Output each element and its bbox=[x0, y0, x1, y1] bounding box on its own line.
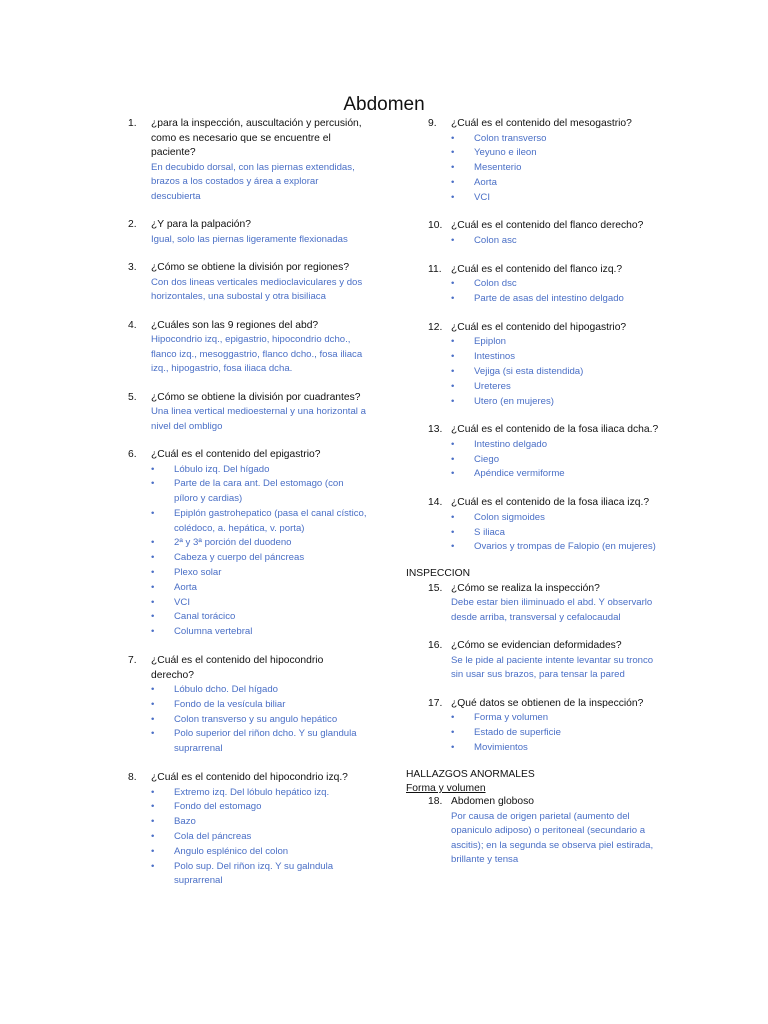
question-item bbox=[128, 448, 368, 640]
question-item bbox=[128, 391, 368, 435]
list-item: • Fondo de la vesícula biliar bbox=[151, 698, 368, 713]
list-item: • Parte de la cara ant. Del estomago (con píloro y cardias) bbox=[151, 477, 368, 507]
answer-text: Hipocondrio izq., epigastrio, hipocondrio dcho., flanco izq., mesoggastrio, flanco dcho., fosa iliaca izq., hipogastrio, fosa iliaca dcha. bbox=[151, 334, 363, 374]
bullet-list bbox=[151, 463, 368, 641]
question-number: 15. bbox=[428, 582, 443, 594]
question-text: ¿Cuál es el contenido del hipocondrio izq.? bbox=[151, 772, 348, 784]
list-item: • Lóbulo izq. Del hígado bbox=[151, 463, 368, 478]
list-item: • Movimientos bbox=[451, 741, 668, 756]
question-text: ¿Cuál es el contenido de la fosa iliaca dcha.? bbox=[451, 424, 659, 436]
question-item bbox=[428, 117, 668, 205]
list-item: • Columna vertebral bbox=[151, 625, 368, 640]
list-item: • Colon dsc bbox=[451, 277, 668, 292]
list-item: • Ciego bbox=[451, 453, 668, 468]
question-number: 16. bbox=[428, 640, 443, 652]
question-number: 11. bbox=[428, 263, 442, 275]
subsection-heading: Forma y volumen bbox=[406, 783, 486, 795]
list-item: • Colon sigmoides bbox=[451, 511, 668, 526]
answer-text: En decubido dorsal, con las piernas extendidas, brazos a los costados y área a explorar descubierta bbox=[151, 161, 355, 202]
question-text: ¿Cómo se evidencian deformidades? bbox=[451, 640, 622, 652]
question-number: 2. bbox=[128, 219, 137, 230]
list-item: • Bazo bbox=[151, 815, 368, 830]
question-text: ¿Y para la palpación? bbox=[151, 219, 251, 230]
list-item: • VCI bbox=[151, 596, 368, 611]
answer-text: Con dos lineas verticales medioclaviculares y dos horizontales, una subostal y otra bisiliaca bbox=[151, 276, 363, 302]
question-item bbox=[128, 654, 368, 757]
question-item bbox=[428, 697, 668, 756]
list-item: • Ureteres bbox=[451, 380, 668, 395]
question-number: 3. bbox=[128, 262, 137, 273]
question-number: 17. bbox=[428, 697, 443, 709]
list-item: • Parte de asas del intestino delgado bbox=[451, 292, 668, 307]
list-item: • Epiplon bbox=[451, 335, 668, 350]
question-item bbox=[128, 319, 368, 377]
list-item: • Fondo del estomago bbox=[151, 800, 368, 815]
list-item: • 2ª y 3ª porción del duodeno bbox=[151, 536, 368, 551]
list-item: • Forma y volumen bbox=[451, 711, 668, 726]
list-item: • S iliaca bbox=[451, 526, 668, 541]
question-number: 4. bbox=[128, 319, 137, 331]
list-item: • Aorta bbox=[151, 581, 368, 596]
question-text: ¿Cuál es el contenido del mesogastrio? bbox=[451, 118, 632, 129]
list-item: • Utero (en mujeres) bbox=[451, 395, 668, 410]
list-item: • Polo superior del riñon dcho. Y su glandula suprarrenal bbox=[151, 727, 368, 757]
question-item bbox=[428, 219, 668, 248]
question-item bbox=[428, 263, 668, 307]
bullet-list bbox=[451, 438, 668, 482]
bullet-list bbox=[451, 277, 668, 307]
question-text: Abdomen globoso bbox=[451, 796, 535, 808]
list-item: • Intestinos bbox=[451, 350, 668, 365]
question-number: 8. bbox=[128, 772, 137, 784]
list-item: • Colon asc bbox=[451, 234, 668, 249]
list-item: • Aorta bbox=[451, 176, 668, 191]
list-item: • Ovarios y trompas de Falopio (en mujeres) bbox=[451, 540, 668, 555]
list-item: • VCI bbox=[451, 191, 668, 206]
bullet-list bbox=[451, 711, 668, 755]
list-item: • Mesenterio bbox=[451, 161, 668, 176]
bullet-list bbox=[451, 132, 668, 206]
question-text: ¿para la inspección, auscultación y percusión, como es necesario que se encuentre el paciente? bbox=[151, 118, 362, 158]
question-number: 9. bbox=[428, 118, 437, 129]
list-item: • Yeyuno e ileon bbox=[451, 146, 668, 161]
question-text: ¿Qué datos se obtienen de la inspección? bbox=[451, 697, 644, 709]
question-text: ¿Cuál es el contenido del hipogastrio? bbox=[451, 321, 627, 333]
question-number: 10. bbox=[428, 220, 443, 232]
bullet-list bbox=[151, 683, 368, 757]
answer-text: Se le pide al paciente intente levantar su tronco sin usar sus brazos, para tensar la pared bbox=[451, 654, 654, 681]
question-item bbox=[428, 496, 668, 555]
right-column bbox=[406, 117, 668, 882]
question-item bbox=[128, 117, 368, 204]
bullet-list bbox=[451, 511, 668, 555]
list-item: • Extremo izq. Del lóbulo hepático izq. bbox=[151, 786, 368, 801]
question-text: ¿Cuál es el contenido del epigastrio? bbox=[151, 449, 321, 460]
question-number: 12. bbox=[428, 321, 443, 333]
question-text: ¿Cuál es el contenido del hipocondrio derecho? bbox=[151, 655, 324, 681]
question-item bbox=[428, 639, 668, 683]
answer-text: Igual, solo las piernas ligeramente flexionadas bbox=[151, 233, 348, 245]
question-text: ¿Cuál es el contenido del flanco izq.? bbox=[451, 263, 623, 275]
question-number: 13. bbox=[428, 424, 443, 436]
question-text: ¿Cómo se obtiene la división por regiones? bbox=[151, 262, 350, 273]
question-number: 6. bbox=[128, 449, 137, 460]
question-item bbox=[428, 795, 668, 868]
question-number: 5. bbox=[128, 391, 137, 403]
list-item: • Canal torácico bbox=[151, 610, 368, 625]
list-item: • Apéndice vermiforme bbox=[451, 467, 668, 482]
list-item: • Estado de superficie bbox=[451, 726, 668, 741]
question-item bbox=[128, 771, 368, 889]
question-text: ¿Cuál es el contenido del flanco derecho? bbox=[451, 220, 644, 232]
answer-text: Debe estar bien iliminuado el abd. Y observarlo desde arriba, transversal y cefalocaudal bbox=[451, 597, 653, 623]
answer-text: Una linea vertical medioesternal y una horizontal a nivel del ombligo bbox=[151, 406, 366, 432]
bullet-list bbox=[151, 786, 368, 890]
bullet-list bbox=[451, 234, 668, 249]
left-column bbox=[128, 117, 368, 903]
question-text: ¿Cuál es el contenido de la fosa iliaca izq.? bbox=[451, 497, 650, 509]
list-item: • Plexo solar bbox=[151, 566, 368, 581]
question-number: 14. bbox=[428, 497, 443, 509]
list-item: • Colon transverso bbox=[451, 132, 668, 147]
list-item: • Angulo esplénico del colon bbox=[151, 845, 368, 860]
section-heading-hallazgos: HALLAZGOS ANORMALES bbox=[406, 768, 535, 780]
question-number: 18. bbox=[428, 796, 443, 808]
list-item: • Polo sup. Del riñon izq. Y su galndula suprarrenal bbox=[151, 860, 368, 890]
list-item: • Intestino delgado bbox=[451, 438, 668, 453]
list-item: • Lóbulo dcho. Del hígado bbox=[151, 683, 368, 698]
list-item: • Cola del páncreas bbox=[151, 830, 368, 845]
question-text: ¿Cuáles son las 9 regiones del abd? bbox=[151, 319, 319, 331]
bullet-list bbox=[451, 335, 668, 409]
question-item bbox=[128, 218, 368, 247]
question-item bbox=[428, 582, 668, 626]
question-item bbox=[428, 321, 668, 409]
page-title: Abdomen bbox=[343, 94, 425, 115]
question-item bbox=[128, 261, 368, 305]
question-item bbox=[428, 423, 668, 482]
list-item: • Cabeza y cuerpo del páncreas bbox=[151, 551, 368, 566]
question-number: 7. bbox=[128, 655, 137, 667]
list-item: • Epiplón gastrohepatico (pasa el canal cístico, colédoco, a. hepática, v. porta) bbox=[151, 507, 368, 537]
list-item: • Vejiga (si esta distendida) bbox=[451, 365, 668, 380]
question-text: ¿Cómo se realiza la inspección? bbox=[451, 582, 600, 594]
question-text: ¿Cómo se obtiene la división por cuadrantes? bbox=[151, 391, 361, 403]
answer-text: Por causa de origen parietal (aumento del opaniculo adiposo) o peritoneal (secundario a ascitis); en la segunda se observa piel estirada, brillante y tensa bbox=[451, 810, 654, 866]
question-number: 1. bbox=[128, 118, 137, 129]
list-item: • Colon transverso y su angulo hepático bbox=[151, 713, 368, 728]
section-heading-inspeccion: INSPECCION bbox=[406, 568, 471, 580]
